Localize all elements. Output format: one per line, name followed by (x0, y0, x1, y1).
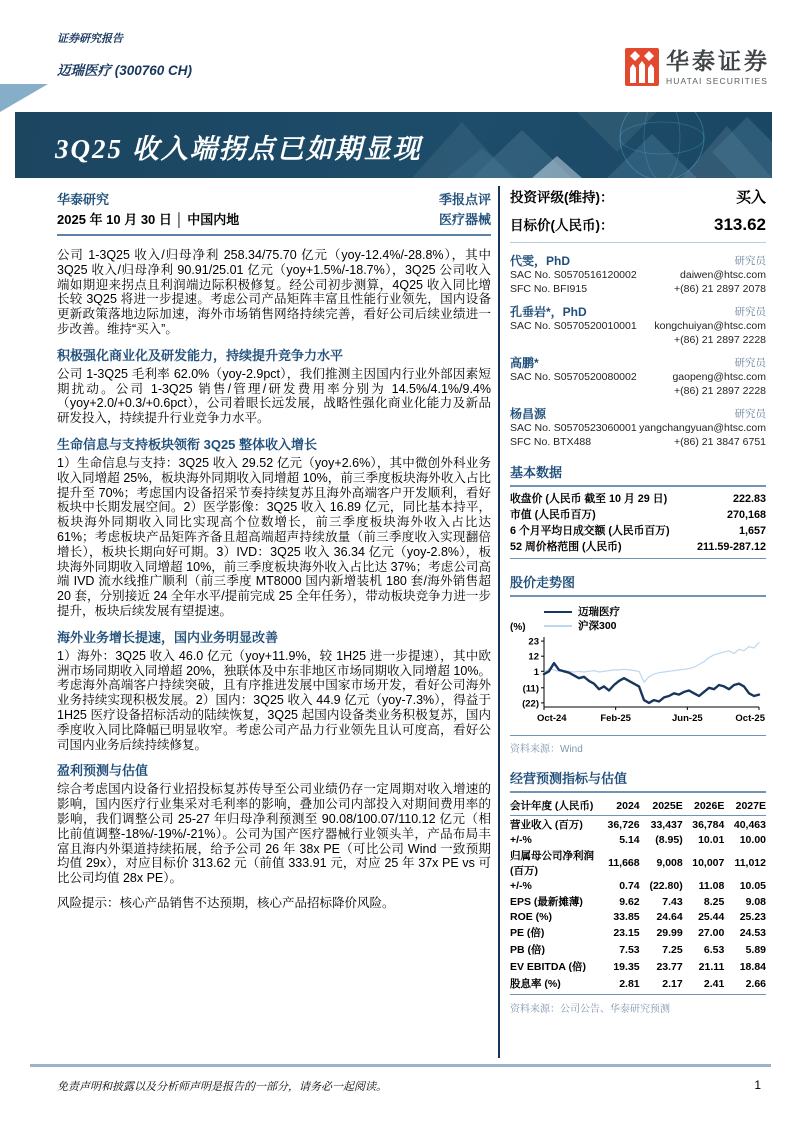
basic-data-value: 211.59-287.12 (696, 541, 766, 553)
page-number: 1 (754, 1078, 761, 1092)
meta-divider-line (57, 234, 491, 236)
legend-item-csi300 (544, 619, 620, 633)
forecast-cell: 40,463 (733, 818, 766, 831)
chart-source-note: 资料来源：Wind (510, 735, 766, 755)
chart-header (510, 605, 766, 633)
forecast-cell: (22.80) (649, 880, 683, 892)
chart-unit-label: (%) (510, 622, 526, 633)
analyst-block (510, 305, 766, 347)
analyst-left-text: 高鹏* (510, 356, 539, 370)
title-banner (15, 112, 772, 178)
target-price-label: 目标价(人民币)： (510, 218, 614, 233)
forecast-cell: 24.64 (656, 911, 683, 923)
forecast-cell: 0.74 (619, 880, 640, 892)
forecast-row (510, 893, 766, 910)
forecast-source-note: 资料来源：公司公告、华泰研究预测 (510, 1004, 670, 1015)
forecast-cell: 5.89 (745, 943, 766, 956)
forecast-header-cell: 2024 (598, 795, 640, 816)
forecast-cell: 11.08 (698, 880, 725, 892)
forecast-cell: 36,726 (607, 818, 640, 831)
analyst-right-text: daiwen@htsc.com (680, 269, 766, 281)
basic-data-row (510, 491, 766, 507)
report-type-label: 证券研究报告 (57, 33, 123, 45)
basic-data-label: 市值 (人民币百万) (510, 509, 596, 521)
forecast-cell: PB (倍) (510, 944, 545, 956)
analyst-left-text: SAC No. S0570520080002 (510, 371, 637, 383)
legend-label-mindray: 迈瑞医疗 (578, 606, 620, 618)
footer-divider-line (30, 1064, 771, 1067)
forecast-cell: PE (倍) (510, 927, 545, 939)
legend-swatch-dark (544, 611, 572, 614)
forecast-cell: 营业收入 (百万) (510, 819, 583, 831)
forecast-table (510, 795, 766, 995)
section-paragraph: 公司 1-3Q25 毛利率 62.0%（yoy-2.9pct），我们推测主因国内行业外部因素短期扰动。公司 1-3Q25 销售/管理/研发费用率分别为 14.5%/4.1%/9.4%（yoy+2.0/+0.3/+0.6pct），公司着眼长远发展，战略性强化商业化能力及新品研发投入，持续提升行业竞争力水平。 (57, 366, 491, 426)
analyst-row (510, 282, 766, 296)
forecast-header-cell: 2027E (724, 795, 766, 816)
basic-data-value: 222.83 (732, 493, 766, 505)
analyst-row (510, 268, 766, 282)
forecast-cell: 25.23 (739, 911, 766, 923)
forecast-row (510, 924, 766, 941)
legend-swatch-light (544, 625, 572, 626)
forecast-cell: 股息率 (%) (510, 975, 598, 995)
forecast-cell: 10.01 (698, 834, 725, 846)
price-performance-chart (510, 635, 766, 731)
basic-data-label: 6 个月平均日成交额 (人民币百万) (510, 525, 670, 537)
svg-text:23: 23 (528, 636, 539, 648)
research-brand-label: 华泰研究 (57, 192, 110, 207)
forecast-cell: 23.15 (613, 926, 640, 939)
analyst-row (510, 435, 766, 449)
forecast-row (510, 833, 766, 847)
forecast-cell: 27.00 (698, 926, 725, 939)
forecast-row (510, 910, 766, 924)
main-column (57, 190, 491, 921)
forecast-cell: 2.17 (640, 975, 683, 995)
forecast-title: 经营预测指标与估值 (510, 768, 766, 793)
forecast-cell: ROE (%) (510, 911, 552, 923)
footer (57, 1078, 761, 1094)
forecast-cell: 7.25 (662, 943, 683, 956)
analyst-block (510, 356, 766, 398)
forecast-cell: 7.53 (619, 943, 640, 956)
forecast-cell: 9,008 (656, 857, 683, 869)
huatai-logo-icon (625, 48, 659, 86)
analyst-left-text: 代雯，PhD (510, 254, 571, 268)
section-paragraph: 1）生命信息与支持：3Q25 收入 29.52 亿元（yoy+2.6%），其中微创外科业务收入同增超 25%，板块海外同期收入同增超 10%，前三季度板块海外收入占比提升至 70%；考虑国内设备招采节奏持续复苏且海外高端客户开发顺利，看好板块中长期发展空间。2）医学影像：3Q25 收入 16.89 亿元，同比基本持平，板块海外同期收入同比实现高个位数增长，前三季度板块海外收入占比达 61%；考虑板块产品矩阵齐备且超高端超声持续放量（前三季度收入实现翻倍增长），板块长期向好可期。3）IVD：3Q25 收入 36.34 亿元（yoy-2.8%），板块海外同期收入同增超 10%，前三季度板块海外收入占比达 37%；考虑公司高端 IVD 流水线推广顺利（前三季度 MT8000 国内新增装机 180 套/海外销售超 20 套，分别接近 24 全年水平/提前完成 25 全年任务），带动板块竞争力进一步提升，板块后续发展有望提速。 (57, 455, 491, 618)
analyst-right-text: 研究员 (734, 408, 766, 420)
section-heading: 生命信息与支持板块领衔 3Q25 整体收入增长 (57, 436, 318, 452)
basic-data-row (510, 523, 766, 539)
logo-brand-cn: 华泰证券 (666, 48, 770, 74)
forecast-cell: 5.14 (619, 834, 640, 846)
forecast-cell: 6.53 (703, 943, 725, 956)
section-heading: 海外业务增长提速，国内业务明显改善 (57, 629, 279, 645)
analyst-left-text: SFC No. BTX488 (510, 436, 592, 448)
analyst-right-text: 研究员 (734, 357, 766, 369)
forecast-cell: EPS (最新摊薄) (510, 896, 583, 908)
analyst-row (510, 305, 766, 319)
section-paragraph: 1）海外：3Q25 收入 46.0 亿元（yoy+11.9%，较 1H25 进一步提速），其中欧洲市场同期收入同增超 20%，独联体及中东非地区市场同期收入同增超 10%。考虑海外高端客户持续突破，且有序推进发展中国家市场开发，看好公司海外业务持续实现积极发展。2）国内：3Q25 收入 44.9 亿元（yoy-7.3%），得益于 1H25 医疗设备招标活动的陆续恢复，3Q25 起国内设备类业务积极复苏，国内季度收入同比降幅已明显收窄。考虑公司产品力行业领先且认可度高，看好公司国内业务后续持续修复。 (57, 648, 491, 752)
forecast-cell: 24.53 (739, 926, 766, 939)
analyst-left-text: 孔垂岩*，PhD (510, 305, 587, 319)
section-paragraph: 综合考虑国内设备行业招投标复苏传导至公司业绩仍存一定周期对收入增速的影响，国内医疗行业集采对毛利率的影响，叠加公司内部投入对期间费用率的影响，我们调整公司 25-27 年归母净利预测至 90.08/100.07/110.12 亿元（相比前值调整-18%/-19%/-21%）。公司为国产医疗器械行业领头羊，产品布局丰富且海内外渠道持续拓展，给予公司 26 年 38x PE（可比公司 Wind 一致预期均值 29x），对应目标价 313.62 元（前值 333.91 元，对应 25 年 37x PE vs 可比公司均值 28x PE）。 (57, 782, 491, 886)
analyst-right-text: +(86) 21 2897 2228 (674, 334, 766, 346)
basic-data-value: 1,657 (738, 525, 766, 537)
rating-divider-line (510, 242, 766, 243)
forecast-cell: 2.81 (598, 975, 640, 995)
rating-label: 投资评级(维持)： (510, 190, 614, 205)
stock-title: 迈瑞医疗 (300760 CH) (57, 63, 193, 78)
basic-data-row (510, 507, 766, 523)
svg-text:(22): (22) (522, 698, 539, 710)
forecast-cell: 18.84 (739, 960, 766, 973)
analyst-left-text: 杨昌源 (510, 407, 547, 421)
risk-note: 风险提示：核心产品销售不达预期，核心产品招标降价风险。 (57, 895, 395, 910)
forecast-cell: 19.35 (613, 960, 640, 973)
forecast-header-row (510, 795, 766, 816)
analyst-block (510, 407, 766, 449)
forecast-cell: 11,668 (608, 857, 640, 869)
analyst-right-text: 研究员 (734, 306, 766, 318)
svg-text:Jun-25: Jun-25 (672, 713, 703, 724)
corner-decor-triangle (0, 84, 48, 112)
huatai-logo (625, 48, 770, 86)
basic-data-label: 52 周价格范围 (人民币) (510, 541, 622, 553)
logo-brand-en: HUATAI SECURITIES (666, 76, 768, 86)
report-category-label: 季报点评 (438, 192, 491, 207)
analyst-right-text: +(86) 21 2897 2078 (674, 283, 766, 295)
forecast-row (510, 941, 766, 958)
forecast-cell: 29.99 (656, 926, 683, 939)
analyst-right-text: kongchuiyan@htsc.com (654, 320, 766, 332)
forecast-cell: 25.44 (698, 911, 725, 923)
analyst-left-text: SFC No. BFI915 (510, 283, 588, 295)
analyst-left-text: SAC No. S0570516120002 (510, 269, 637, 281)
forecast-cell: +/-% (510, 880, 532, 892)
forecast-cell: 33,437 (650, 818, 683, 831)
analyst-right-text: yangchangyuan@htsc.com (639, 422, 766, 434)
analyst-row (510, 384, 766, 398)
forecast-cell: 33.85 (613, 911, 640, 923)
forecast-cell: 23.77 (656, 960, 683, 973)
footer-disclaimer: 免责声明和披露以及分析师声明是报告的一部分，请务必一起阅读。 (57, 1081, 387, 1093)
analyst-row (510, 254, 766, 268)
forecast-row (510, 975, 766, 995)
analyst-row (510, 356, 766, 370)
forecast-cell: 10.00 (739, 834, 766, 846)
column-divider (498, 186, 500, 1058)
forecast-cell: 10.05 (739, 880, 766, 892)
basic-data-label: 收盘价 (人民币 截至 10 月 29 日) (510, 493, 668, 505)
analyst-list (510, 254, 766, 449)
forecast-cell: (8.95) (655, 834, 683, 846)
price-chart-title: 股价走势图 (510, 572, 766, 597)
section-heading: 盈利预测与估值 (57, 763, 149, 779)
analyst-right-text: gaopeng@htsc.com (672, 371, 766, 383)
forecast-cell: 9.62 (619, 895, 640, 908)
forecast-cell: 11,012 (734, 857, 766, 869)
report-body (57, 248, 491, 886)
analyst-right-text: +(86) 21 2897 2228 (674, 385, 766, 397)
section-heading: 积极强化商业化及研发能力，持续提升竞争力水平 (57, 347, 344, 363)
forecast-row (510, 847, 766, 879)
basic-data-title: 基本数据 (510, 462, 766, 487)
analyst-row (510, 319, 766, 333)
report-date-region: 2025 年 10 月 30 日 │ 中国内地 (57, 212, 240, 227)
forecast-row (510, 816, 766, 834)
forecast-cell: 2.66 (724, 975, 766, 995)
forecast-header-cell: 会计年度 (人民币) (510, 795, 598, 816)
forecast-row (510, 879, 766, 893)
svg-text:Oct-25: Oct-25 (735, 713, 765, 724)
forecast-cell: 2.41 (683, 975, 725, 995)
forecast-header-cell: 2026E (683, 795, 725, 816)
forecast-cell: EV EBITDA (倍) (510, 961, 587, 973)
target-price-value: 313.62 (714, 215, 766, 234)
section-paragraph: 公司 1-3Q25 收入/归母净利 258.34/75.70 亿元（yoy-12.4%/-28.8%），其中 3Q25 收入/归母净利 90.91/25.01 亿元（yoy+1.5%/-18.7%），3Q25 公司收入端如期迎来拐点且利润端边际积极修复。经公司初步测算，4Q25 收入同比增长较 3Q25 将进一步提速。考虑公司产品矩阵丰富且性能行业领先，国内设备更新政策落地边际加速，海外市场销售网络持续完善，看好公司后续业绩进一步改善。维持“买入”。 (57, 248, 491, 336)
svg-text:1: 1 (533, 666, 539, 678)
forecast-row (510, 958, 766, 975)
forecast-cell: 10,007 (692, 857, 725, 869)
sidebar-column (510, 186, 766, 1015)
forecast-cell: 9.08 (745, 895, 766, 908)
chart-legend (544, 605, 620, 633)
analyst-row (510, 407, 766, 421)
analyst-row (510, 333, 766, 347)
analyst-block (510, 254, 766, 296)
rating-value: 买入 (735, 189, 766, 206)
analyst-right-text: 研究员 (734, 255, 766, 267)
analyst-row (510, 421, 766, 435)
forecast-cell: 8.25 (703, 895, 725, 908)
basic-data-row (510, 539, 766, 555)
basic-data-value: 270,168 (726, 509, 766, 521)
forecast-cell: 36,784 (692, 818, 725, 831)
basic-data-table (510, 487, 766, 559)
industry-label: 医疗器械 (438, 212, 491, 227)
analyst-left-text: SAC No. S0570520010001 (510, 320, 637, 332)
forecast-header-cell: 2025E (640, 795, 683, 816)
forecast-cell: +/-% (510, 834, 532, 846)
svg-text:Oct-24: Oct-24 (537, 713, 567, 724)
svg-text:(11): (11) (522, 683, 539, 695)
legend-item-mindray (544, 605, 620, 619)
report-title: 3Q25 收入端拐点已如期显现 (55, 134, 422, 164)
forecast-cell: 归属母公司净利润 (百万) (510, 850, 594, 877)
svg-text:12: 12 (528, 651, 539, 663)
forecast-cell: 7.43 (662, 895, 683, 908)
svg-text:Feb-25: Feb-25 (600, 713, 631, 724)
analyst-left-text: SAC No. S0570523060001 (510, 422, 637, 434)
analyst-right-text: +(86) 21 3847 6751 (674, 436, 766, 448)
forecast-cell: 21.11 (698, 960, 725, 973)
analyst-row (510, 370, 766, 384)
legend-label-csi300: 沪深300 (578, 620, 617, 632)
